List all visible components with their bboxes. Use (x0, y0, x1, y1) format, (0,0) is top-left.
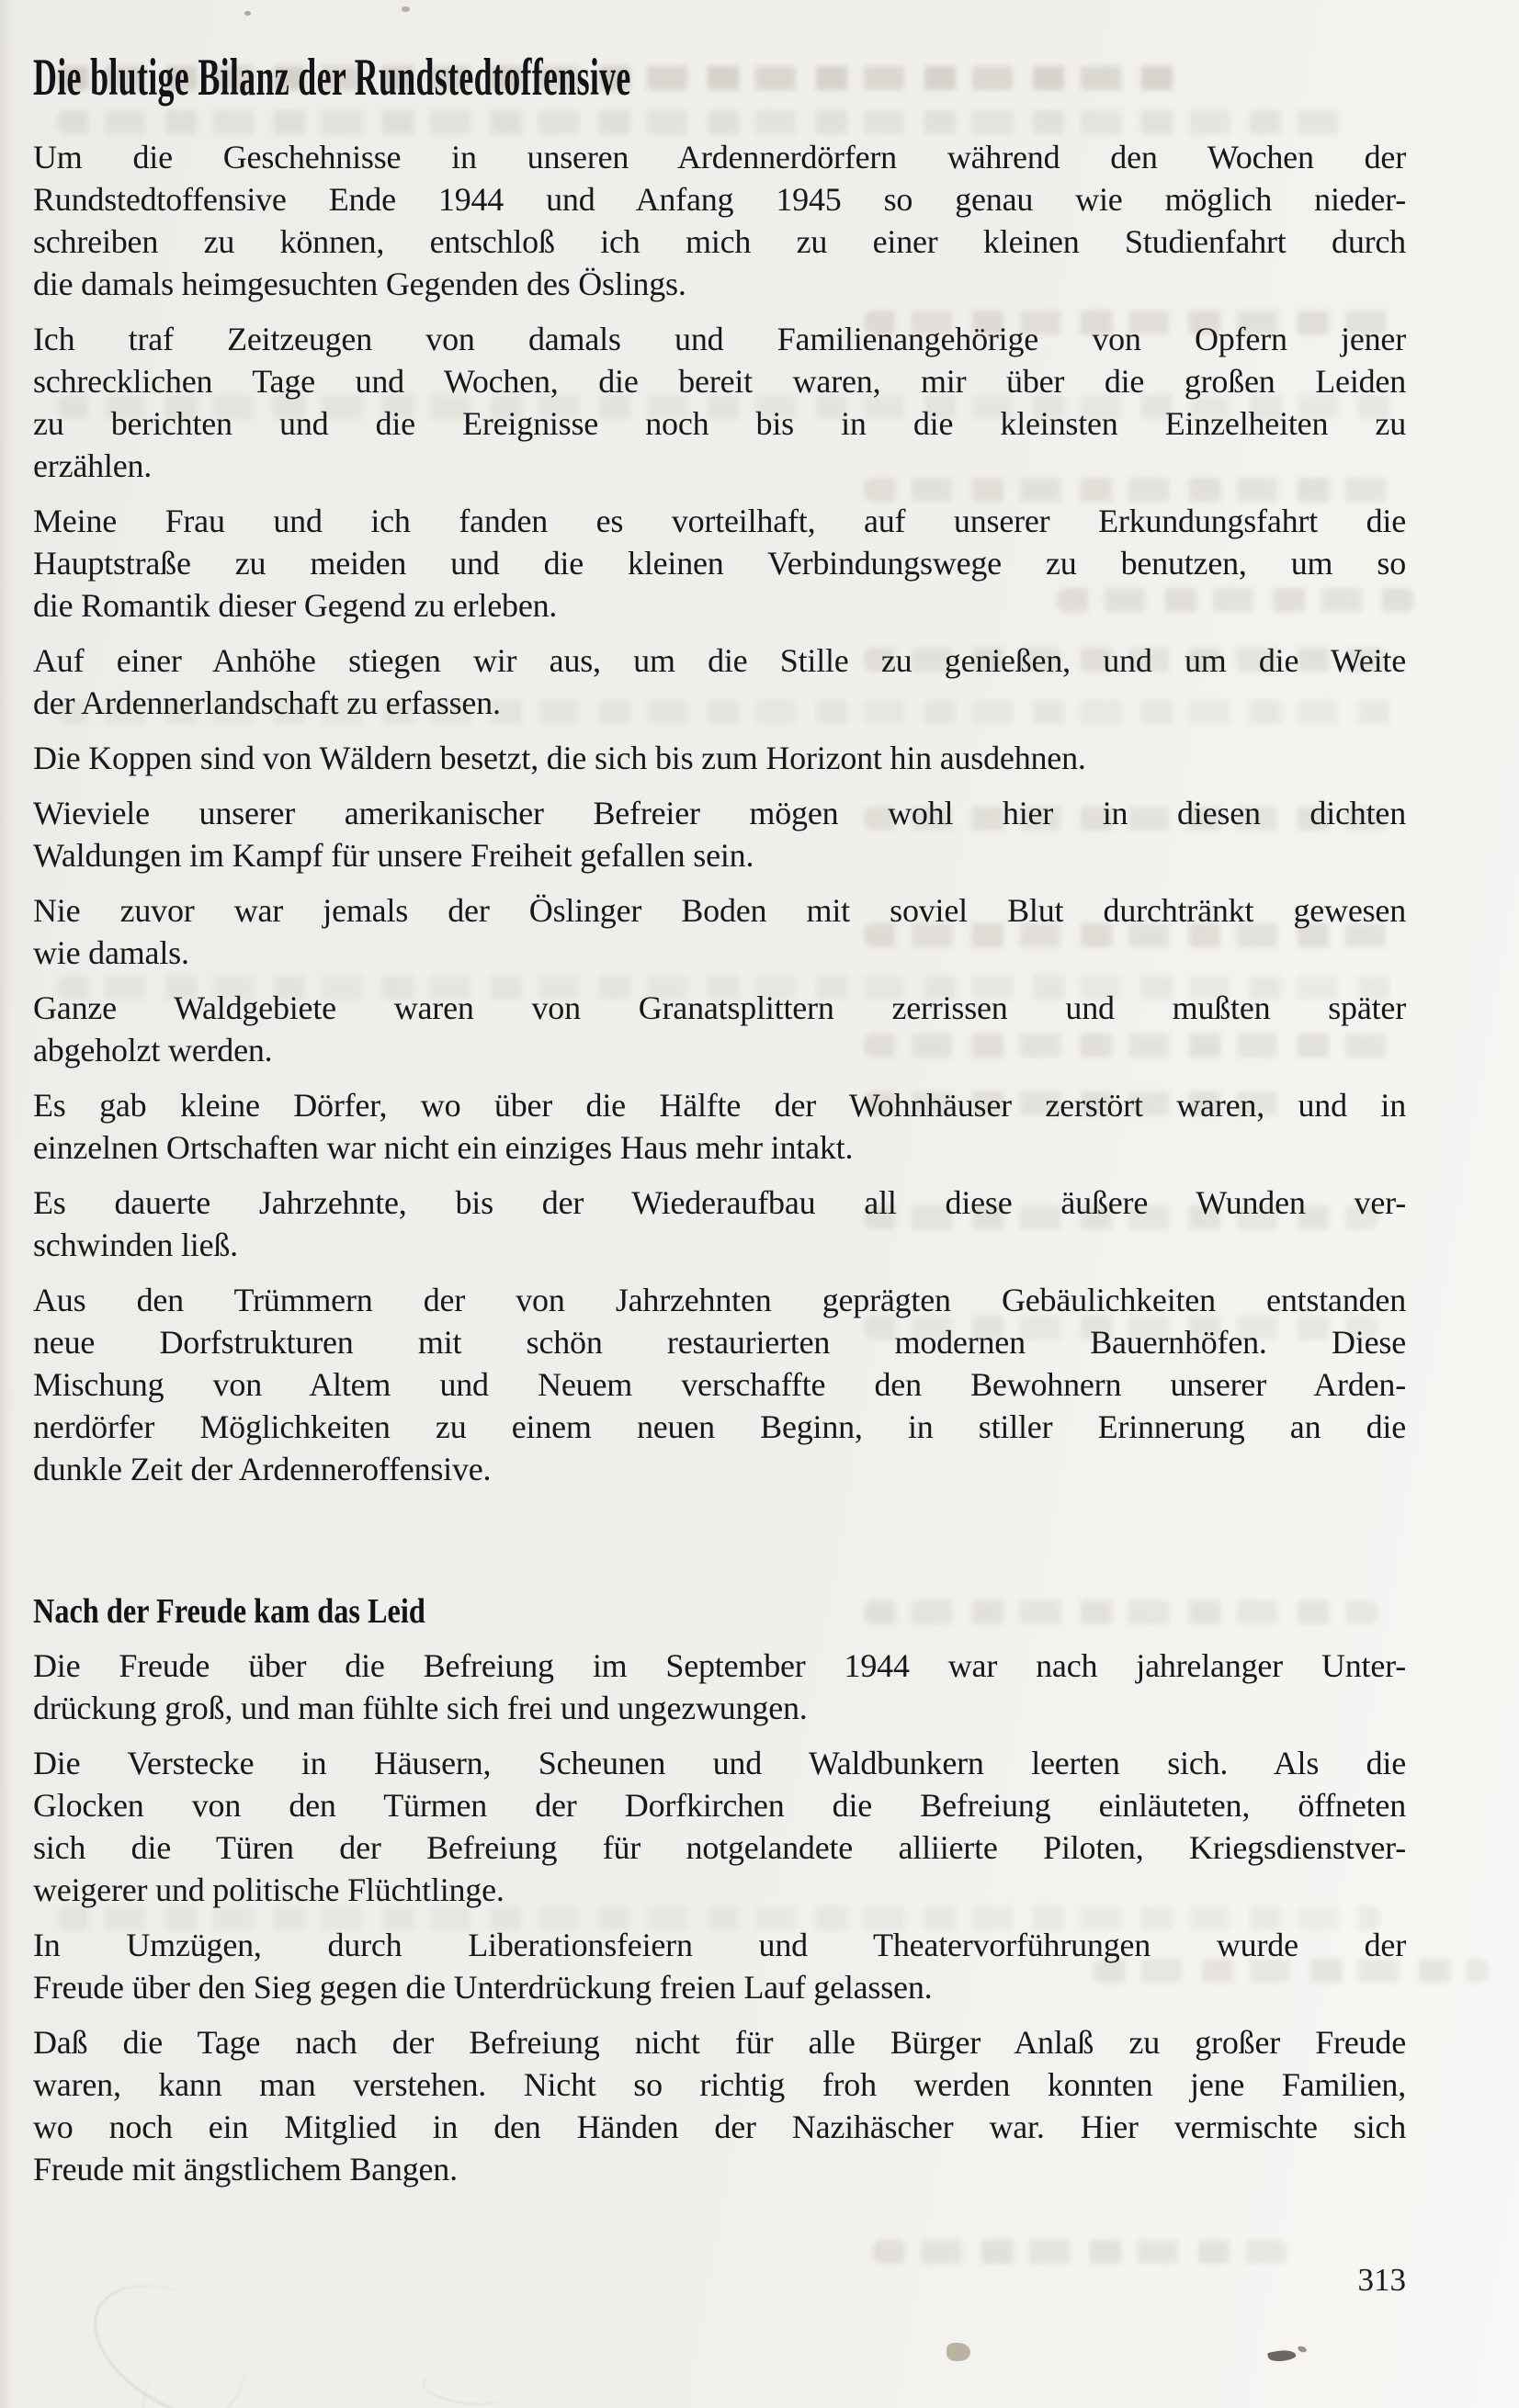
text-line: Freude mit ängstlichem Bangen. (33, 2151, 458, 2188)
text-line: Glocken von den Türmen der Dorfkirchen die Befreiung einläuteten, öffneten (33, 1787, 1406, 1824)
text-line: der Ardennerlandschaft zu erfassen. (33, 684, 501, 721)
text-line: Ich traf Zeitzeugen von damals und Familienangehörige von Opfern jener (33, 321, 1406, 357)
text-line: Die Freude über die Befreiung im September 1944 war nach jahrelanger Unter- (33, 1647, 1406, 1684)
text-line: Rundstedtoffensive Ende 1944 und Anfang 1945 so genau wie möglich nieder- (33, 181, 1406, 218)
paragraph (33, 639, 1406, 724)
text-line: nerdörfer Möglichkeiten zu einem neuen Beginn, in stiller Erinnerung an die (33, 1408, 1406, 1445)
paragraph (33, 318, 1406, 487)
text-line: wo noch ein Mitglied in den Händen der Nazihäscher war. Hier vermischte sich (33, 2108, 1406, 2145)
text-line: Auf einer Anhöhe stiegen wir aus, um die Stille zu genießen, und um die Weite (33, 642, 1406, 679)
text-line: schwinden ließ. (33, 1227, 238, 1263)
text-line: Daß die Tage nach der Befreiung nicht für alle Bürger Anlaß zu großer Freude (33, 2024, 1406, 2061)
text-line: Mischung von Altem und Neuem verschaffte den Bewohnern unserer Arden- (33, 1366, 1406, 1403)
text-line: Nie zuvor war jemals der Öslinger Boden mit soviel Blut durchtränkt gewesen (33, 892, 1406, 929)
ink-speck (1297, 2345, 1307, 2353)
text-line: Freude über den Sieg gegen die Unterdrückung freien Lauf gelassen. (33, 1969, 933, 2006)
section-heading: Nach der Freude kam das Leid (33, 1592, 425, 1631)
ink-speck (1267, 2347, 1297, 2364)
ink-speck (947, 2343, 970, 2361)
text-line: In Umzügen, durch Liberationsfeiern und Theatervorführungen wurde der (33, 1927, 1406, 1963)
text-line: einzelnen Ortschaften war nicht ein einziges Haus mehr intakt. (33, 1129, 854, 1166)
text-line: Meine Frau und ich fanden es vorteilhaft, auf unserer Erkundungsfahrt die (33, 503, 1406, 539)
text-line: die Romantik dieser Gegend zu erleben. (33, 587, 558, 624)
paragraph (33, 500, 1406, 627)
paragraph (33, 792, 1406, 876)
paragraph (33, 987, 1406, 1071)
text-line: dunkle Zeit der Ardenneroffensive. (33, 1451, 492, 1487)
paragraph (33, 737, 1406, 779)
text-line: Hauptstraße zu meiden und die kleinen Verbindungswege zu benutzen, um so (33, 545, 1406, 582)
ink-speck (402, 6, 410, 12)
text-line: Es gab kleine Dörfer, wo über die Hälfte der Wohnhäuser zerstört waren, und in (33, 1087, 1406, 1124)
paragraph (33, 1181, 1406, 1266)
text-line: erzählen. (33, 447, 153, 484)
paragraph (33, 1742, 1406, 1911)
paragraph (33, 2021, 1406, 2190)
text-line: Ganze Waldgebiete waren von Granatsplittern zerrissen und mußten später (33, 989, 1406, 1026)
text-line: drückung groß, und man fühlte sich frei und ungezwungen. (33, 1690, 808, 1726)
text-line: Die Koppen sind von Wäldern besetzt, die sich bis zum Horizont hin ausdehnen. (33, 740, 1086, 776)
bleedthrough-artifact (873, 2240, 1287, 2264)
text-line: die damals heimgesuchten Gegenden des Öslings. (33, 266, 686, 302)
paragraph (33, 1084, 1406, 1169)
text-line: Wieviele unserer amerikanischer Befreier mögen wohl hier in diesen dichten (33, 795, 1406, 831)
text-line: Die Verstecke in Häusern, Scheunen und Waldbunkern leerten sich. Als die (33, 1745, 1406, 1781)
text-line: schrecklichen Tage und Wochen, die bereit waren, mir über die großen Leiden (33, 363, 1406, 400)
text-line: sich die Türen der Befreiung für notgelandete alliierte Piloten, Kriegsdienstver- (33, 1829, 1406, 1866)
scratch-mark (421, 2369, 507, 2408)
text-line: Waldungen im Kampf für unsere Freiheit gefallen sein. (33, 837, 754, 874)
scratch-mark (127, 2327, 261, 2408)
text-line: waren, kann man verstehen. Nicht so richtig froh werden konnten jene Familien, (33, 2066, 1406, 2103)
paragraph (33, 1924, 1406, 2008)
text-line: Es dauerte Jahrzehnte, bis der Wiederaufbau all diese äußere Wunden ver- (33, 1184, 1406, 1221)
text-line: zu berichten und die Ereignisse noch bis in die kleinsten Einzelheiten zu (33, 405, 1406, 442)
text-line: Um die Geschehnisse in unseren Ardennerdörfern während den Wochen der (33, 139, 1406, 175)
page-content (33, 51, 1406, 2203)
text-line: schreiben zu können, entschloß ich mich zu einer kleinen Studienfahrt durch (33, 223, 1406, 260)
text-line: Aus den Trümmern der von Jahrzehnten geprägten Gebäulichkeiten entstanden (33, 1282, 1406, 1318)
text-line: neue Dorfstrukturen mit schön restaurierten modernen Bauernhöfen. Diese (33, 1324, 1406, 1361)
page-title: Die blutige Bilanz der Rundstedtoffensive (33, 49, 631, 107)
paragraph (33, 136, 1406, 305)
ink-speck (244, 11, 251, 16)
paragraph (33, 1279, 1406, 1490)
text-line: wie damals. (33, 934, 189, 971)
text-line: abgeholzt werden. (33, 1032, 273, 1068)
text-blocks (33, 136, 1406, 2190)
paragraph (33, 1645, 1406, 1729)
page-number: 313 (1357, 2262, 1406, 2298)
text-line: weigerer und politische Flüchtlinge. (33, 1871, 504, 1908)
paragraph (33, 889, 1406, 974)
